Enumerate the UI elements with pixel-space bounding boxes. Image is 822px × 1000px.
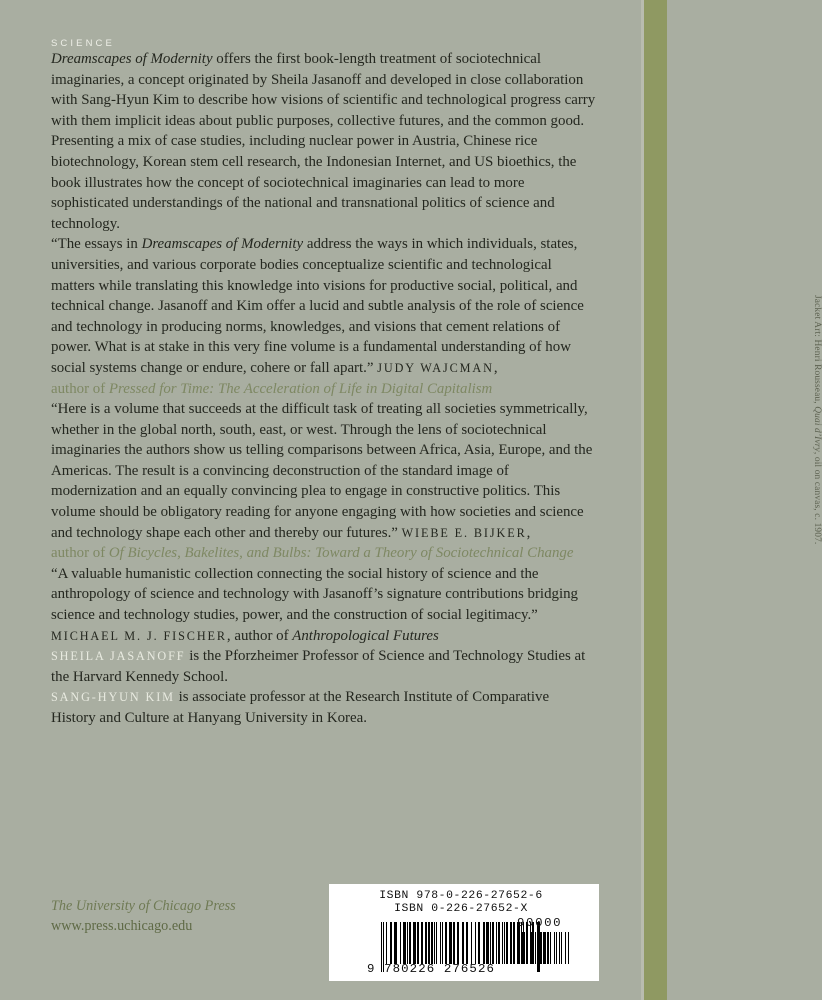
- publisher-block: [51, 897, 236, 936]
- quote-1-reviewer-suffix: ,: [493, 359, 498, 376]
- quote-1-reviewer: JUDY WAJCMAN: [377, 360, 494, 375]
- author-name-kim: SANG-HYUN KIM: [51, 690, 175, 705]
- author-bio-jasanoff: [51, 646, 596, 687]
- quote-2-reviewer-suffix: ,: [526, 524, 531, 541]
- ean13-digits: 9 780226 276526: [367, 962, 496, 977]
- quote-1-title-italic: Dreamscapes of Modernity: [141, 236, 304, 253]
- back-cover-content: [51, 0, 596, 1000]
- ean5-addon-barcode: [519, 932, 571, 964]
- barcode-bars-row: [329, 918, 599, 980]
- quote-2-attribution: [51, 543, 596, 564]
- quote-1-body: address the ways in which individuals, states, universities, and various corporate bodies conceptualize scientific and technological matters while translating this knowledge into visions for productive social, political, and technical change. Jasanoff and Kim offer a lucid and subtle analysis of the role of science and technology in producing norms, knowledges, and visions that cement relations of power. What is at stake in this very fine volume is a fundamental understanding of how social systems change or endure, cohere or fall apart.”: [51, 236, 584, 376]
- review-quote-2: [51, 399, 596, 564]
- quote-2-attrib-title: Of Bicycles, Bakelites, and Bulbs: Toward a Theory of Sociotechnical Change: [108, 545, 574, 562]
- author-name-jasanoff: SHEILA JASANOFF: [51, 649, 186, 664]
- barcode-block: [329, 884, 599, 981]
- quote-2-lead: “Here is a volume that succeeds at the difficult task of treating all societies symmetrically, whether in the global north, south, east, or west. Through the lens of sociotechnical imaginaries the authors show us telling comparisons between Africa, Asia, Europe, and the Americas. The result is a convincing deconstruction of the standard image of modernization and an equally convincing plea to engage in constructive politics. This volume should be obligatory reading for anyone engaging with how societies and science and technology shape each other and thereby our futures.”: [51, 401, 593, 541]
- book-description: [51, 49, 596, 234]
- author-bio-kim-text: is associate professor at the Research Institute of Comparative History and Culture at Hanyang University in Korea.: [51, 689, 550, 726]
- author-bio-kim: [51, 687, 596, 728]
- publisher-url[interactable]: www.press.uchicago.edu: [51, 917, 193, 934]
- publisher-name: The University of Chicago Press: [51, 898, 236, 914]
- jacket-credit-artwork-title: Quai d’Ivry: [812, 406, 822, 452]
- book-title-italic: Dreamscapes of Modernity: [51, 51, 213, 67]
- review-quote-1: [51, 234, 596, 399]
- jacket-art-credit: [812, 295, 822, 625]
- quote-3-lead: “A valuable humanistic collection connecting the social history of science and the anthropology of science and technology with Jasanoff’s signature contributions bridging science and technology studies, power, and the construction of social legitimacy.”: [51, 565, 578, 624]
- isbn-10-line: ISBN 0-226-27652-X: [394, 902, 528, 915]
- quote-3-reviewer-suffix: ,: [226, 627, 231, 644]
- quote-1-attrib-prefix: author of: [51, 380, 109, 397]
- book-description-text: offers the first book-length treatment of sociotechnical imaginaries, a concept originated by Sheila Jasanoff and developed in close collaboration with Sang-Hyun Kim to describe how visions of scientific and technological progress carry with them implicit ideas about public purposes, collective futures, and the common good. Presenting a mix of case studies, including nuclear power in Austria, Chinese rice biotechnology, Korean stem cell research, the Indonesian Internet, and US bioethics, the book illustrates how the concept of sociotechnical imaginaries can lead to more sophisticated understandings of the national and transnational politics of science and technology.: [51, 51, 596, 232]
- quote-1-attribution: [51, 379, 596, 400]
- quote-1-lead: “The essays in: [51, 236, 142, 253]
- quote-1-attrib-title: Pressed for Time: The Acceleration of Life in Digital Capitalism: [108, 380, 493, 397]
- jacket-credit-prefix: Jacket Art: Henri Rousseau,: [812, 295, 822, 407]
- quote-2-attrib-prefix: author of: [51, 545, 109, 562]
- quote-3-reviewer: MICHAEL M. J. FISCHER: [51, 628, 227, 643]
- review-quote-3: [51, 564, 596, 646]
- isbn-13-line: ISBN 978-0-226-27652-6: [379, 890, 543, 902]
- ean5-addon-digits: 90000: [517, 916, 563, 931]
- quote-3-attrib-title: Anthropological Futures: [292, 627, 439, 644]
- category-label: SCIENCE: [51, 38, 115, 49]
- author-bio-jasanoff-text: is the Pforzheimer Professor of Science and Technology Studies at the Harvard Kennedy School.: [51, 648, 586, 685]
- jacket-credit-suffix: , oil on canvas, c. 1907.: [812, 451, 822, 545]
- jacket-fold-line: [641, 0, 644, 1000]
- quote-2-reviewer: WIEBE E. BIJKER: [401, 525, 527, 540]
- jacket-flap-strip: [644, 0, 667, 1000]
- quote-3-attrib-prefix: author of: [230, 627, 293, 644]
